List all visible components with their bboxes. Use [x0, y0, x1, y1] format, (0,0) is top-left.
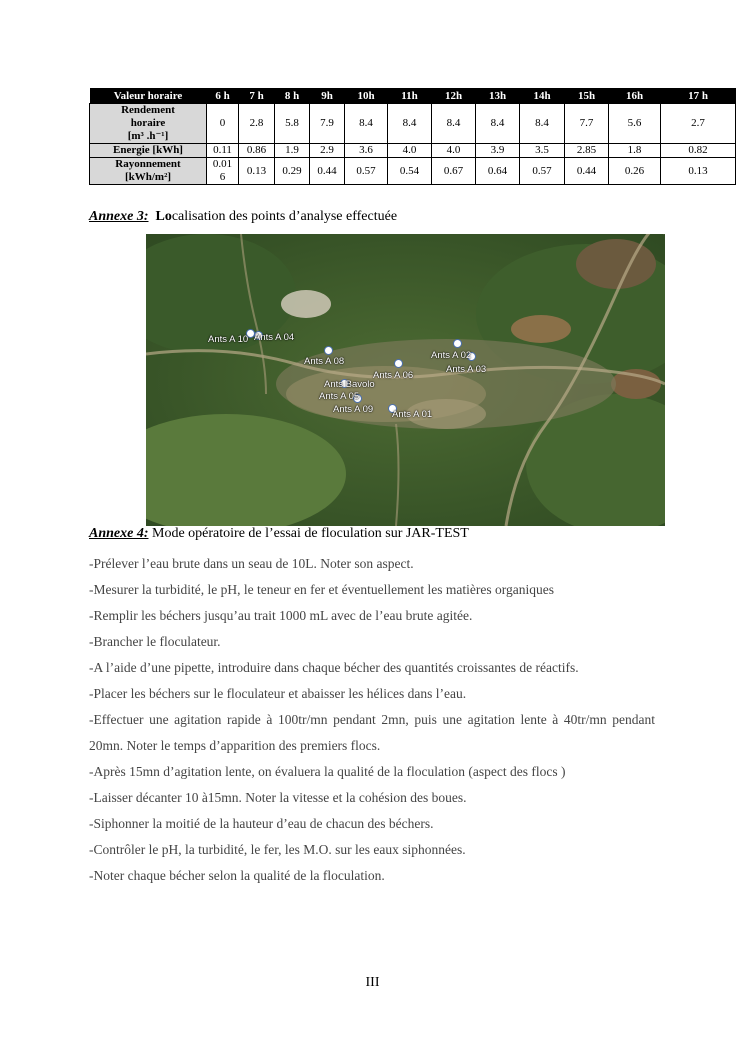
step-item: -Placer les béchers sur le floculateur et abaisser les hélices dans l’eau.: [89, 686, 467, 701]
table-cell: 8.4: [520, 104, 565, 144]
map-label-a02: Ants A 02: [431, 350, 472, 361]
row-header-line: horaire: [130, 117, 166, 129]
annex3-label: Annexe 3:: [89, 209, 149, 224]
table-cell: 0.54: [388, 158, 432, 185]
table-cell: 0.86: [239, 144, 275, 158]
map-pin-icon[interactable]: [453, 339, 462, 348]
map-label-a10: Ants A 10: [208, 334, 249, 345]
table-cell: 2.8: [239, 104, 275, 144]
table-header-cell: 12h: [432, 88, 476, 104]
table-cell: 5.8: [275, 104, 310, 144]
table-cell: 0.57: [520, 158, 565, 185]
table-cell: 3.6: [345, 144, 388, 158]
annex3-heading: [89, 209, 397, 225]
row-header-line: Rayonnement: [115, 158, 181, 170]
table-cell: 2.85: [565, 144, 609, 158]
map-label-a08: Ants A 08: [304, 356, 345, 367]
annex3-text-bold: Lo: [155, 209, 172, 224]
step-item: -Brancher le floculateur.: [89, 634, 221, 649]
step-item: -Contrôler le pH, la turbidité, le fer, les M.O. sur les eaux siphonnées.: [89, 842, 466, 857]
solar-data-table-container: [89, 88, 735, 185]
step-item: -Effectuer une agitation rapide à 100tr/mn pendant 2mn, puis une agitation lente à 40tr/mn pendant 20mn. Noter le temps d’apparition des premiers flocs.: [89, 712, 655, 753]
table-cell: 0.11: [207, 144, 239, 158]
table-header-cell: 16h: [609, 88, 661, 104]
table-header-cell: 6 h: [207, 88, 239, 104]
table-row: [90, 104, 736, 144]
step-item: -A l’aide d’une pipette, introduire dans chaque bécher des quantités croissantes de réactifs.: [89, 660, 579, 675]
table-cell: 0.44: [565, 158, 609, 185]
solar-data-table: [89, 88, 736, 185]
table-header-cell: 17 h: [661, 88, 736, 104]
step-item: -Mesurer la turbidité, le pH, le teneur en fer et éventuellement les matières organiques: [89, 582, 554, 597]
row-header-line: Rendement: [121, 104, 175, 116]
table-header-cell: 15h: [565, 88, 609, 104]
table-cell: 0.67: [432, 158, 476, 185]
table-cell: 1.8: [609, 144, 661, 158]
step-item: -Noter chaque bécher selon la qualité de la floculation.: [89, 868, 385, 883]
table-row: [90, 144, 736, 158]
procedure-steps: [89, 551, 655, 889]
table-cell: 3.9: [476, 144, 520, 158]
table-cell: 0.57: [345, 158, 388, 185]
page-number: III: [365, 975, 380, 990]
table-cell: 2.9: [310, 144, 345, 158]
step-item: -Remplir les béchers jusqu’au trait 1000 mL avec de l’eau brute agitée.: [89, 608, 473, 623]
table-cell: 8.4: [476, 104, 520, 144]
table-header-cell: 10h: [345, 88, 388, 104]
row-header-cell: [90, 158, 207, 185]
table-header-cell: 8 h: [275, 88, 310, 104]
map-label-a03: Ants A 03: [446, 364, 487, 375]
annex3-text: calisation des points d’analyse effectuée: [171, 209, 398, 224]
table-cell: 4.0: [432, 144, 476, 158]
row-header-line: Energie [kWh]: [113, 144, 183, 156]
table-cell: 0.13: [239, 158, 275, 185]
map-label-a06: Ants A 06: [373, 370, 414, 381]
annex4-label: Annexe 4:: [89, 526, 149, 541]
annex4-text: Mode opératoire de l’essai de floculation sur JAR-TEST: [152, 526, 469, 541]
table-cell: 0.01 6: [207, 158, 239, 185]
table-header-cell: 14h: [520, 88, 565, 104]
map-label-a04: Ants A 04: [254, 332, 295, 343]
table-cell: 8.4: [432, 104, 476, 144]
table-row: [90, 158, 736, 185]
table-cell: 2.7: [661, 104, 736, 144]
step-item: -Après 15mn d’agitation lente, on évaluera la qualité de la floculation (aspect des flocs ): [89, 764, 566, 779]
table-header-cell: 13h: [476, 88, 520, 104]
row-header-line: [m³ .h⁻¹]: [127, 130, 169, 142]
map-label-a09: Ants A 09: [333, 404, 374, 415]
table-cell: 0.26: [609, 158, 661, 185]
annex4-heading: [89, 526, 469, 542]
table-header-cell: 9h: [310, 88, 345, 104]
table-cell: 0.29: [275, 158, 310, 185]
table-cell: 7.9: [310, 104, 345, 144]
table-cell: 4.0: [388, 144, 432, 158]
table-header-cell: 11h: [388, 88, 432, 104]
step-item: -Prélever l’eau brute dans un seau de 10L. Noter son aspect.: [89, 556, 414, 571]
step-item: -Laisser décanter 10 à15mn. Noter la vitesse et la cohésion des boues.: [89, 790, 467, 805]
table-cell: 0.64: [476, 158, 520, 185]
table-cell: 5.6: [609, 104, 661, 144]
table-cell: 0: [207, 104, 239, 144]
table-cell: 7.7: [565, 104, 609, 144]
map-label-a01: Ants A 01: [392, 409, 433, 420]
table-cell: 0.82: [661, 144, 736, 158]
table-cell: 0.13: [661, 158, 736, 185]
map-pin-icon[interactable]: [324, 346, 333, 355]
row-header-line: [kWh/m²]: [124, 171, 172, 183]
table-cell: 3.5: [520, 144, 565, 158]
row-header-cell: [90, 104, 207, 144]
table-cell: 1.9: [275, 144, 310, 158]
map-pin-icon[interactable]: [394, 359, 403, 368]
table-header-row: [90, 88, 736, 104]
table-header-cell: 7 h: [239, 88, 275, 104]
table-header-cell: Valeur horaire: [90, 88, 207, 104]
table-cell: 0.44: [310, 158, 345, 185]
step-item: -Siphonner la moitié de la hauteur d’eau de chacun des béchers.: [89, 816, 434, 831]
satellite-map: [146, 234, 665, 526]
map-label-bavolo: Ants Bavolo: [324, 379, 375, 390]
row-header-cell: [90, 144, 207, 158]
map-label-a05: Ants A 05: [319, 391, 360, 402]
table-cell: 8.4: [345, 104, 388, 144]
table-cell: 8.4: [388, 104, 432, 144]
